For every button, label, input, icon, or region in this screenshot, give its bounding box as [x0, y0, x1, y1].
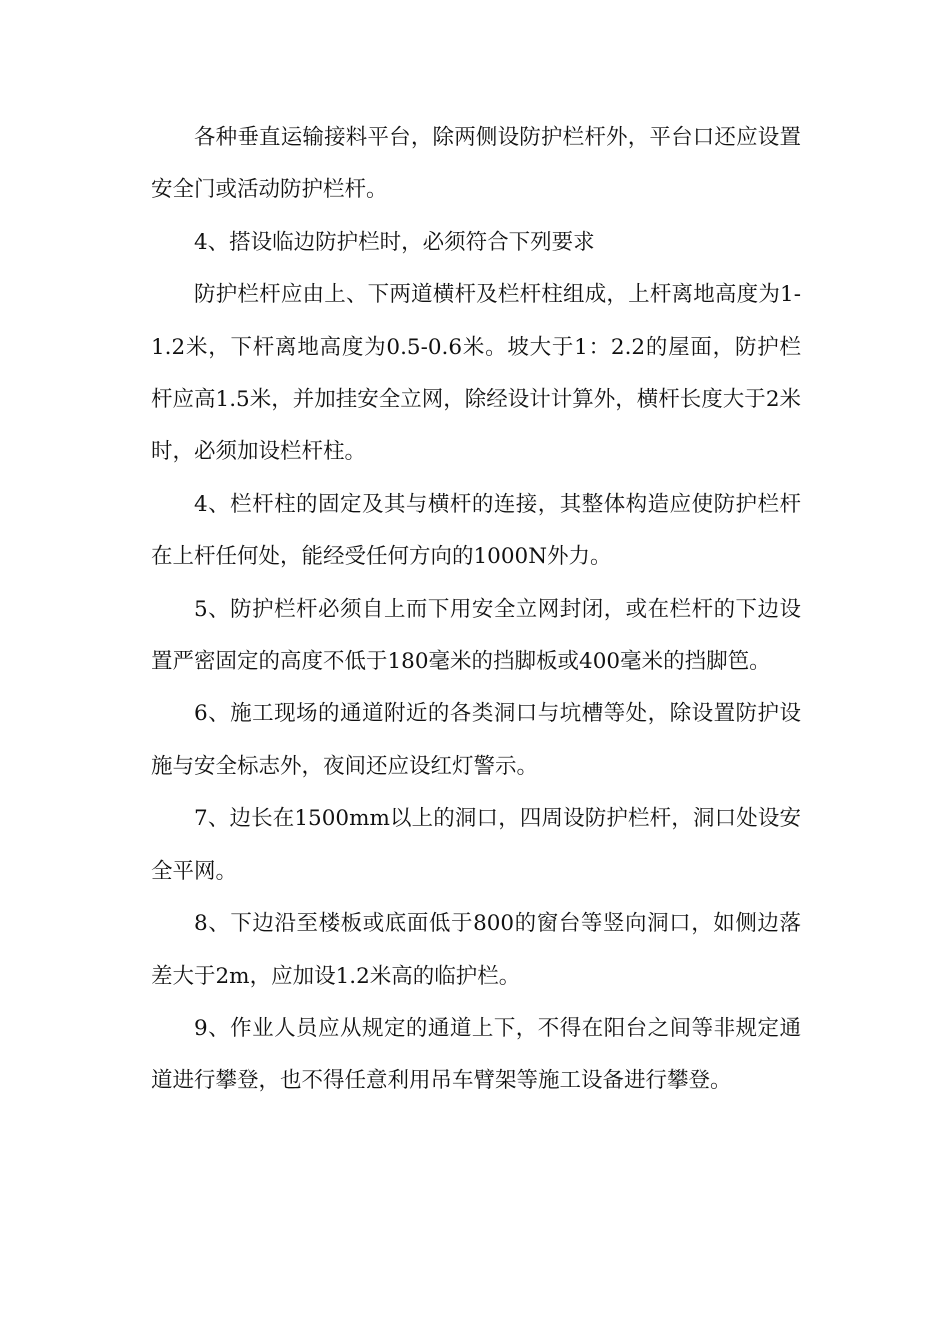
paragraph-7-large-openings: 7、边长在1500mm以上的洞口，四周设防护栏杆，洞口处设安全平网。 [151, 806, 801, 884]
paragraph-4-post-connection: 4、栏杆柱的固定及其与横杆的连接，其整体构造应使防护栏杆在上杆任何处，能经受任何方向的1000N外力。 [151, 491, 801, 570]
paragraph-5-safety-net: 5、防护栏杆必须自上而下用安全立网封闭，或在栏杆的下边设置严密固定的高度不低于180毫米的挡脚板或400毫米的挡脚笆。 [151, 596, 801, 675]
paragraph-4-railing-requirements: 4、搭设临边防护栏时，必须符合下列要求 [194, 229, 595, 255]
paragraph-9-climbing-rules: 9、作业人员应从规定的通道上下，不得在阳台之间等非规定通道进行攀登，也不得任意利用吊车臂架等施工设备进行攀登。 [151, 1015, 801, 1094]
paragraph-platform-gate: 各种垂直运输接料平台，除两侧设防护栏杆外，平台口还应设置安全门或活动防护栏杆。 [151, 125, 801, 203]
paragraph-8-vertical-openings: 8、下边沿至楼板或底面低于800的窗台等竖向洞口，如侧边落差大于2m，应加设1.2米高的临护栏。 [151, 911, 801, 989]
paragraph-6-openings-warning: 6、施工现场的通道附近的各类洞口与坑槽等处，除设置防护设施与安全标志外，夜间还应设红灯警示。 [151, 701, 801, 779]
paragraph-railing-structure: 防护栏杆应由上、下两道横杆及栏杆柱组成，上杆离地高度为1-1.2米，下杆离地高度为0.5-0.6米。坡大于1：2.2的屋面，防护栏杆应高1.5米，并加挂安全立网，除经设计计算外，横杆长度大于2米时，必须加设栏杆柱。 [151, 282, 801, 465]
document-body [151, 112, 801, 1108]
